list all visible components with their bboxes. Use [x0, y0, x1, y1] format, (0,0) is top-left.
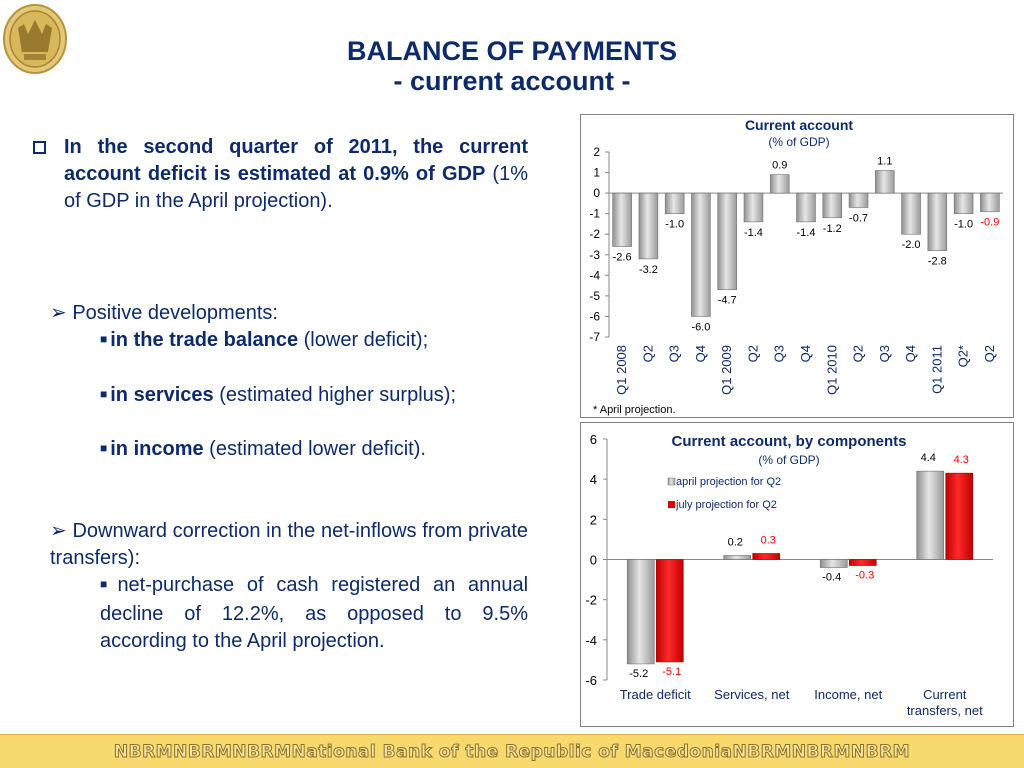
positive-item-bold: in income	[110, 438, 204, 460]
footer-left: NBRMNBRMNBRM	[113, 741, 292, 762]
downward-heading-text: Downward correction in the net-inflows from private transfers):	[50, 520, 528, 569]
chart1-y-tick-label: -4	[589, 268, 600, 283]
chart1-value-label: -2.0	[901, 239, 921, 252]
chart1-bar	[849, 193, 868, 207]
current-account-chart	[581, 115, 1013, 417]
chart1-value-label: 0.9	[772, 159, 788, 172]
title-line-2: - current account -	[393, 66, 631, 96]
chart2-bar-april	[627, 560, 654, 664]
chart2-bar-july	[656, 560, 683, 662]
downward-item-text: net-purchase of cash registered an annual decline of 12.2%, as opposed to 9.5% according to the April projection.	[100, 574, 529, 652]
chart2-title: Current account, by components	[671, 433, 907, 450]
chart1-bar	[718, 193, 737, 290]
chart1-y-tick-label: 0	[593, 186, 600, 201]
main-bullet-bold: In the second quarter of 2011, the current account deficit is estimated at 0.9% of GDP	[64, 136, 528, 185]
positive-item-rest: (estimated higher surplus);	[213, 384, 456, 406]
footer-text	[114, 742, 910, 762]
positive-item	[100, 382, 460, 411]
chart1-x-label: Q1 2009	[719, 345, 735, 395]
chart1-x-label: Q2	[981, 345, 997, 363]
downward-item	[100, 572, 528, 655]
checkbox-square-icon	[33, 141, 46, 154]
small-square-icon: ■	[100, 577, 115, 591]
legend-label-april: april projection for Q2	[676, 476, 782, 488]
chart2-y-tick-label: -4	[585, 632, 597, 648]
chart1-y-tick-label: 2	[593, 145, 600, 159]
chart1-x-label: Q3	[771, 345, 787, 363]
chart1-value-label: -6.0	[691, 321, 711, 334]
chart1-x-label: Q1 2010	[824, 345, 840, 395]
chart2-bar-april	[724, 555, 751, 559]
chart1-x-label: Q2	[640, 345, 656, 363]
current-account-chart-panel	[580, 114, 1014, 418]
chart1-bar	[875, 171, 894, 194]
chart1-x-label: Q4	[903, 345, 919, 363]
right-arrow-icon: ➢	[50, 302, 67, 324]
small-square-icon: ■	[100, 332, 108, 346]
components-chart	[581, 423, 1013, 726]
downward-heading	[50, 518, 528, 572]
chart2-y-tick-label: 2	[589, 512, 597, 528]
positive-item	[100, 327, 460, 356]
legend-label-july: july projection for Q2	[676, 499, 777, 511]
chart2-y-tick-label: 0	[589, 552, 597, 568]
chart2-x-label: Current transfers, net	[906, 687, 983, 718]
chart2-bar-july	[849, 560, 876, 566]
chart2-value-label: 4.3	[953, 454, 969, 467]
right-arrow-icon: ➢	[50, 520, 67, 542]
chart1-bar	[744, 193, 763, 222]
chart1-x-label: Q3	[876, 345, 892, 363]
chart2-y-tick-label: -6	[585, 673, 597, 688]
chart2-value-label: 0.3	[760, 534, 776, 547]
chart1-x-label: Q1 2011	[929, 345, 945, 394]
chart1-x-label: Q2	[850, 345, 866, 363]
legend-swatch-july	[668, 501, 675, 508]
legend-swatch-april	[668, 478, 675, 485]
chart1-value-label: -1.0	[954, 218, 974, 231]
chart1-x-label: Q3	[666, 345, 682, 363]
chart1-bar	[639, 193, 658, 259]
chart1-value-label: -1.0	[665, 218, 685, 231]
chart1-y-tick-label: -6	[589, 309, 600, 324]
chart1-bar	[797, 193, 816, 222]
chart1-value-label: -1.2	[822, 222, 842, 235]
chart2-bar-april	[917, 471, 944, 559]
chart1-value-label: -1.4	[743, 226, 763, 239]
chart2-subtitle: (% of GDP)	[758, 453, 820, 467]
chart2-bar-april	[820, 560, 847, 568]
chart1-bar	[613, 193, 632, 246]
slide-title	[0, 36, 1024, 96]
positive-item-bold: in the trade balance	[110, 329, 299, 351]
chart2-value-label: -0.3	[855, 569, 875, 582]
chart1-y-tick-label: -5	[589, 288, 600, 303]
chart2-x-label: Trade deficit	[619, 687, 691, 702]
chart1-value-label: -0.9	[980, 216, 1000, 229]
chart1-x-label: Q2*	[955, 345, 971, 368]
chart1-bar	[954, 193, 973, 214]
footer-banner	[0, 734, 1024, 768]
chart1-value-label: 1.1	[877, 155, 893, 168]
chart1-y-tick-label: -2	[589, 227, 600, 242]
chart2-value-label: -5.2	[629, 667, 649, 680]
positive-item-rest: (lower deficit);	[298, 329, 429, 351]
chart1-bar	[691, 193, 710, 316]
positive-item	[100, 436, 530, 465]
chart1-value-label: -4.7	[717, 294, 737, 307]
positive-heading	[50, 300, 500, 327]
chart2-x-label: Income, net	[814, 687, 883, 702]
footer-right: NBRMNBRMNBRM	[732, 741, 911, 762]
chart2-value-label: 4.4	[920, 452, 936, 465]
chart1-title: Current account	[744, 117, 854, 133]
positive-item-bold: in services	[110, 384, 214, 406]
chart1-value-label: -2.8	[927, 255, 947, 268]
chart1-bar	[928, 193, 947, 251]
chart2-y-tick-label: -2	[585, 592, 597, 608]
chart1-x-label: Q1 2008	[614, 345, 630, 395]
small-square-icon: ■	[100, 387, 108, 401]
chart1-bar	[902, 193, 921, 234]
chart2-value-label: 0.2	[727, 536, 743, 549]
positive-item-rest: (estimated lower deficit).	[203, 438, 426, 460]
chart1-value-label: -3.2	[638, 263, 658, 276]
main-bullet-normal: (1% of GDP in the April projection).	[64, 163, 528, 212]
chart1-x-label: Q4	[798, 345, 813, 363]
chart1-y-tick-label: -3	[589, 247, 600, 262]
chart1-bar	[770, 175, 789, 194]
main-bullet	[30, 134, 528, 215]
small-square-icon: ■	[100, 441, 108, 455]
components-chart-panel	[580, 422, 1014, 727]
footer-center: National Bank of the Republic of Macedonia	[291, 741, 733, 762]
positive-heading-text: Positive developments:	[72, 302, 278, 324]
chart1-value-label: -2.6	[612, 251, 632, 264]
chart2-y-tick-label: 4	[589, 472, 597, 488]
chart2-value-label: -0.4	[822, 571, 842, 584]
title-line-1: BALANCE OF PAYMENTS	[346, 36, 678, 66]
chart1-y-tick-label: -1	[589, 206, 600, 221]
chart1-y-tick-label: -7	[589, 330, 600, 344]
chart1-x-label: Q2	[745, 345, 761, 363]
chart1-subtitle: (% of GDP)	[768, 135, 830, 149]
chart1-y-tick-label: 1	[593, 165, 600, 180]
chart2-bar-july	[753, 553, 780, 559]
chart1-value-label: -0.7	[849, 212, 869, 225]
chart1-bar	[823, 193, 842, 218]
chart2-bar-july	[946, 473, 973, 559]
chart1-value-label: -1.4	[796, 226, 816, 239]
chart1-bar	[980, 193, 999, 212]
chart2-legend	[668, 476, 781, 511]
chart2-x-label: Services, net	[714, 687, 790, 702]
chart1-x-label: Q4	[692, 345, 708, 363]
chart2-value-label: -5.1	[662, 665, 682, 678]
chart2-y-tick-label: 6	[589, 432, 597, 447]
chart1-footnote: * April projection.	[593, 404, 676, 416]
chart1-bar	[665, 193, 684, 214]
